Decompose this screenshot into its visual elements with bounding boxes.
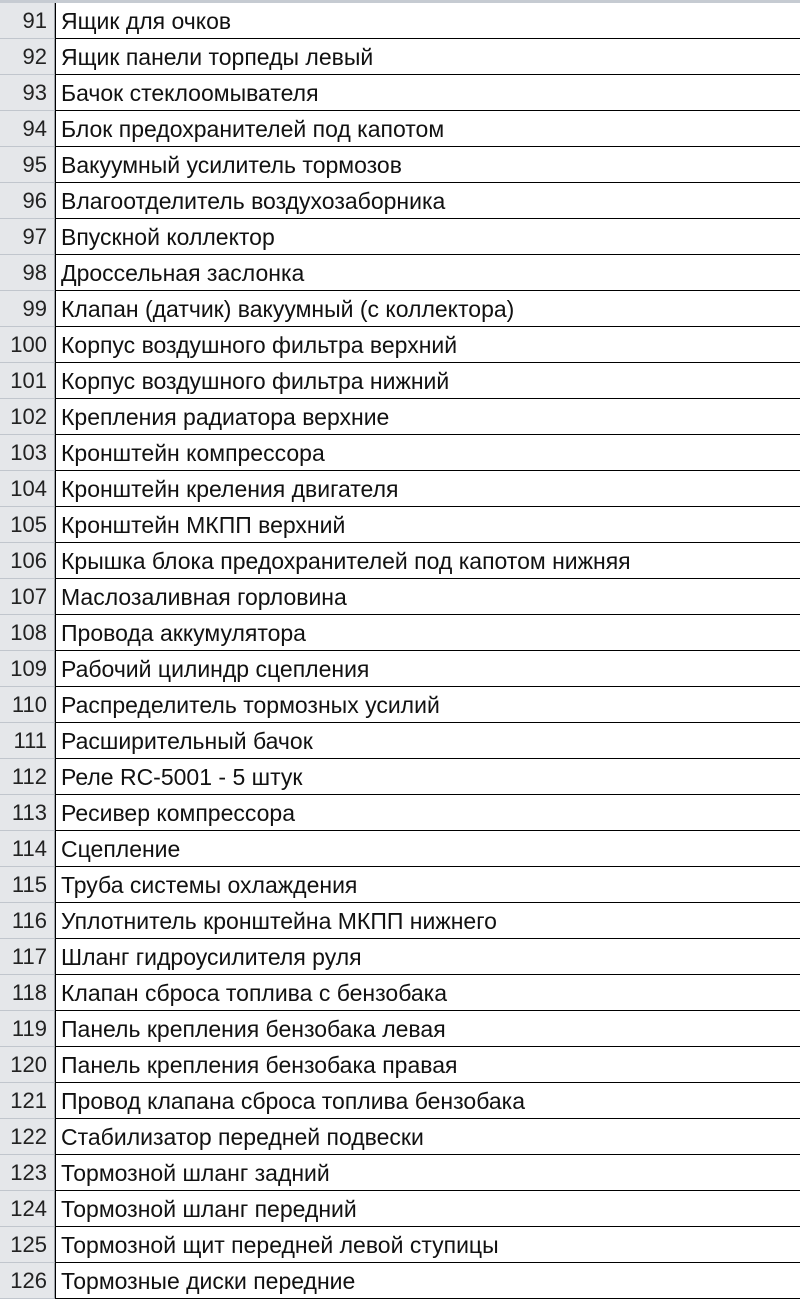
cell-part-name[interactable]: Кронштейн МКПП верхний: [55, 507, 800, 543]
cell-part-name[interactable]: Провода аккумулятора: [55, 615, 800, 651]
row-header[interactable]: 104: [0, 471, 55, 507]
row-header[interactable]: 99: [0, 291, 55, 327]
cell-part-name[interactable]: Реле RC-5001 - 5 штук: [55, 759, 800, 795]
table-row: [0, 795, 800, 831]
table-row: [0, 687, 800, 723]
table-row: [0, 291, 800, 327]
row-header[interactable]: 106: [0, 543, 55, 579]
table-row: [0, 543, 800, 579]
row-header[interactable]: 105: [0, 507, 55, 543]
row-header[interactable]: 98: [0, 255, 55, 291]
cell-part-name[interactable]: Крепления радиатора верхние: [55, 399, 800, 435]
cell-part-name[interactable]: Тормозной щит передней левой ступицы: [55, 1227, 800, 1263]
cell-part-name[interactable]: Панель крепления бензобака левая: [55, 1011, 800, 1047]
row-header[interactable]: 115: [0, 867, 55, 903]
cell-part-name[interactable]: Панель крепления бензобака правая: [55, 1047, 800, 1083]
table-row: [0, 651, 800, 687]
cell-part-name[interactable]: Уплотнитель кронштейна МКПП нижнего: [55, 903, 800, 939]
table-row: [0, 1047, 800, 1083]
row-header[interactable]: 114: [0, 831, 55, 867]
table-row: [0, 3, 800, 39]
row-header[interactable]: 101: [0, 363, 55, 399]
cell-part-name[interactable]: Влагоотделитель воздухозаборника: [55, 183, 800, 219]
row-header[interactable]: 109: [0, 651, 55, 687]
row-header[interactable]: 121: [0, 1083, 55, 1119]
table-row: [0, 363, 800, 399]
row-header[interactable]: 91: [0, 3, 55, 39]
row-header[interactable]: 123: [0, 1155, 55, 1191]
row-header[interactable]: 97: [0, 219, 55, 255]
table-row: [0, 939, 800, 975]
table-row: [0, 579, 800, 615]
cell-part-name[interactable]: Корпус воздушного фильтра верхний: [55, 327, 800, 363]
cell-part-name[interactable]: Ящик для очков: [55, 3, 800, 39]
row-header[interactable]: 110: [0, 687, 55, 723]
cell-part-name[interactable]: Тормозной шланг задний: [55, 1155, 800, 1191]
table-row: [0, 435, 800, 471]
table-row: [0, 1011, 800, 1047]
cell-part-name[interactable]: Маслозаливная горловина: [55, 579, 800, 615]
cell-part-name[interactable]: Дроссельная заслонка: [55, 255, 800, 291]
table-row: [0, 1119, 800, 1155]
table-row: [0, 1191, 800, 1227]
row-header[interactable]: 96: [0, 183, 55, 219]
table-row: [0, 867, 800, 903]
table-row: [0, 1155, 800, 1191]
table-row: [0, 759, 800, 795]
cell-part-name[interactable]: Клапан (датчик) вакуумный (с коллектора): [55, 291, 800, 327]
cell-part-name[interactable]: Ящик панели торпеды левый: [55, 39, 800, 75]
cell-part-name[interactable]: Стабилизатор передней подвески: [55, 1119, 800, 1155]
table-row: [0, 975, 800, 1011]
row-header[interactable]: 116: [0, 903, 55, 939]
cell-part-name[interactable]: Распределитель тормозных усилий: [55, 687, 800, 723]
cell-part-name[interactable]: Труба системы охлаждения: [55, 867, 800, 903]
table-row: [0, 219, 800, 255]
table-row: [0, 507, 800, 543]
row-header[interactable]: 108: [0, 615, 55, 651]
table-row: [0, 615, 800, 651]
row-header[interactable]: 126: [0, 1263, 55, 1299]
row-header[interactable]: 102: [0, 399, 55, 435]
table-row: [0, 75, 800, 111]
table-row: [0, 147, 800, 183]
table-row: [0, 399, 800, 435]
table-row: [0, 1263, 800, 1299]
cell-part-name[interactable]: Сцепление: [55, 831, 800, 867]
cell-part-name[interactable]: Кронштейн креления двигателя: [55, 471, 800, 507]
table-row: [0, 255, 800, 291]
table-row: [0, 111, 800, 147]
table-row: [0, 1083, 800, 1119]
cell-part-name[interactable]: Впускной коллектор: [55, 219, 800, 255]
row-header[interactable]: 112: [0, 759, 55, 795]
table-row: [0, 903, 800, 939]
table-row: [0, 471, 800, 507]
cell-part-name[interactable]: Тормозной шланг передний: [55, 1191, 800, 1227]
cell-part-name[interactable]: Блок предохранителей под капотом: [55, 111, 800, 147]
row-header[interactable]: 124: [0, 1191, 55, 1227]
table-row: [0, 39, 800, 75]
row-header[interactable]: 125: [0, 1227, 55, 1263]
table-row: [0, 327, 800, 363]
cell-part-name[interactable]: Ресивер компрессора: [55, 795, 800, 831]
table-row: [0, 723, 800, 759]
row-header[interactable]: 118: [0, 975, 55, 1011]
row-header[interactable]: 111: [0, 723, 55, 759]
row-header[interactable]: 107: [0, 579, 55, 615]
row-header[interactable]: 117: [0, 939, 55, 975]
cell-part-name[interactable]: Провод клапана сброса топлива бензобака: [55, 1083, 800, 1119]
row-header[interactable]: 122: [0, 1119, 55, 1155]
cell-part-name[interactable]: Тормозные диски передние: [55, 1263, 800, 1299]
row-header[interactable]: 95: [0, 147, 55, 183]
cell-part-name[interactable]: Шланг гидроусилителя руля: [55, 939, 800, 975]
row-header[interactable]: 93: [0, 75, 55, 111]
row-header[interactable]: 94: [0, 111, 55, 147]
row-header[interactable]: 92: [0, 39, 55, 75]
row-header[interactable]: 100: [0, 327, 55, 363]
row-header[interactable]: 119: [0, 1011, 55, 1047]
row-header[interactable]: 113: [0, 795, 55, 831]
cell-part-name[interactable]: Корпус воздушного фильтра нижний: [55, 363, 800, 399]
row-header[interactable]: 103: [0, 435, 55, 471]
cell-part-name[interactable]: Клапан сброса топлива с бензобака: [55, 975, 800, 1011]
table-row: [0, 183, 800, 219]
cell-part-name[interactable]: Расширительный бачок: [55, 723, 800, 759]
table-row: [0, 831, 800, 867]
cell-part-name[interactable]: Бачок стеклоомывателя: [55, 75, 800, 111]
cell-part-name[interactable]: Кронштейн компрессора: [55, 435, 800, 471]
cell-part-name[interactable]: Рабочий цилиндр сцепления: [55, 651, 800, 687]
table-row: [0, 1227, 800, 1263]
cell-part-name[interactable]: Крышка блока предохранителей под капотом нижняя: [55, 543, 800, 579]
cell-part-name[interactable]: Вакуумный усилитель тормозов: [55, 147, 800, 183]
row-header[interactable]: 120: [0, 1047, 55, 1083]
